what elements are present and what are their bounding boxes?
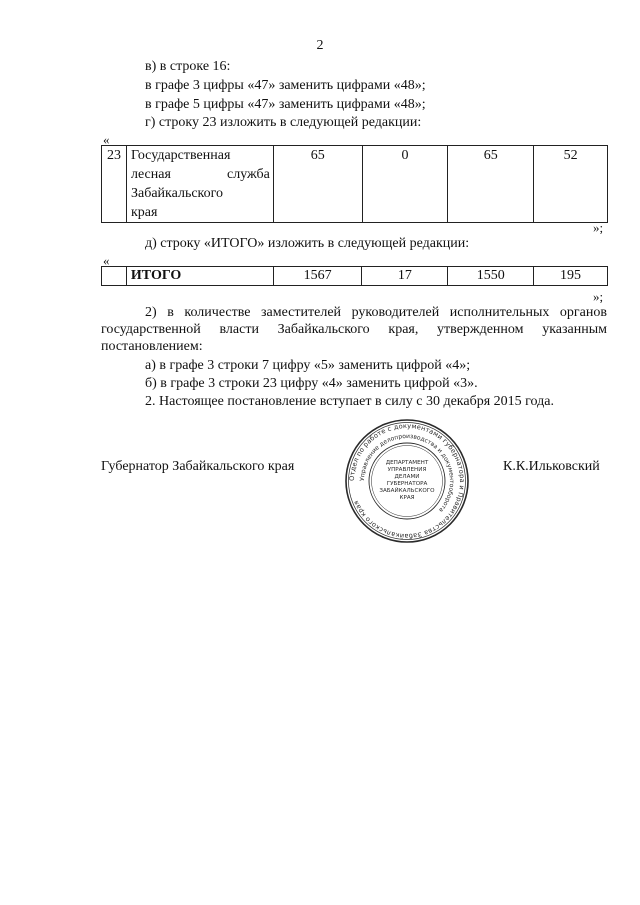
row-name-line: Забайкальского (130, 186, 224, 201)
svg-text:ДЕПАРТАМЕНТ: ДЕПАРТАМЕНТ (385, 460, 429, 466)
svg-text:ЗАБАЙКАЛЬСКОГО: ЗАБАЙКАЛЬСКОГО (379, 488, 435, 494)
row-name-cell (126, 146, 273, 223)
svg-text:Отдел по работе с документами: Отдел по работе с документами губернатора и Правительства Забайкальского края (347, 421, 467, 541)
sub-item-a: а) в графе 3 строки 7 цифру «5» заменить цифрой «4»; (145, 358, 471, 373)
open-quote: « (103, 253, 110, 268)
svg-text:Управление делопроизводства и: Управление делопроизводства и документооборота (358, 432, 456, 514)
value-cell-col5: 65 (448, 146, 534, 223)
row-name-line: края (130, 205, 158, 220)
row-number-cell: 23 (102, 146, 127, 223)
svg-text:ГУБЕРНАТОРА: ГУБЕРНАТОРА (386, 481, 428, 487)
signature-name: К.К.Ильковский (503, 459, 600, 474)
value-cell-col3: 1567 (273, 267, 362, 286)
page-number: 2 (316, 38, 324, 53)
item-v-line1: в графе 3 цифры «47» заменить цифрами «48»; (145, 78, 426, 93)
row-number-cell (102, 267, 127, 286)
item-d-line: д) строку «ИТОГО» изложить в следующей редакции: (145, 236, 470, 251)
table-row (102, 267, 608, 286)
paragraph-line: 2) в количестве заместителей руководителей исполнительных органов (145, 305, 607, 320)
paragraph-line: постановлением: (101, 339, 203, 354)
official-stamp-seal (344, 418, 470, 544)
svg-text:ДЕЛАМИ: ДЕЛАМИ (394, 474, 420, 480)
value-cell-col6: 195 (534, 267, 608, 286)
close-quote: »; (593, 220, 604, 235)
paragraph-line: государственной власти Забайкальского края, утвержденном указанным (101, 322, 607, 337)
row-name-cell: ИТОГО (126, 267, 273, 286)
sub-item-b: б) в графе 3 строки 23 цифру «4» заменить цифрой «3». (145, 376, 478, 391)
svg-text:УПРАВЛЕНИЯ: УПРАВЛЕНИЯ (387, 467, 427, 473)
item-v-header: в) в строке 16: (145, 59, 231, 74)
item-g-line: г) строку 23 изложить в следующей редакции: (145, 115, 422, 130)
table-row-23 (101, 145, 608, 223)
close-quote: »; (593, 289, 604, 304)
paragraph-2 (101, 304, 607, 355)
value-cell-col5: 1550 (448, 267, 534, 286)
value-cell-col4: 0 (362, 146, 448, 223)
table-row (102, 146, 608, 223)
row-name-line: Государственная (130, 148, 231, 163)
signature-position: Губернатор Забайкальского края (101, 459, 295, 474)
point-2: 2. Настоящее постановление вступает в силу с 30 декабря 2015 года. (145, 394, 554, 409)
svg-text:КРАЯ: КРАЯ (399, 495, 415, 501)
value-cell-col3: 65 (273, 146, 362, 223)
item-v-line2: в графе 5 цифры «47» заменить цифрами «48»; (145, 97, 426, 112)
row-name-line: лесная служба (130, 167, 270, 182)
value-cell-col4: 17 (362, 267, 448, 286)
value-cell-col6: 52 (534, 146, 608, 223)
open-quote: « (103, 132, 110, 147)
table-itogo (101, 266, 608, 286)
